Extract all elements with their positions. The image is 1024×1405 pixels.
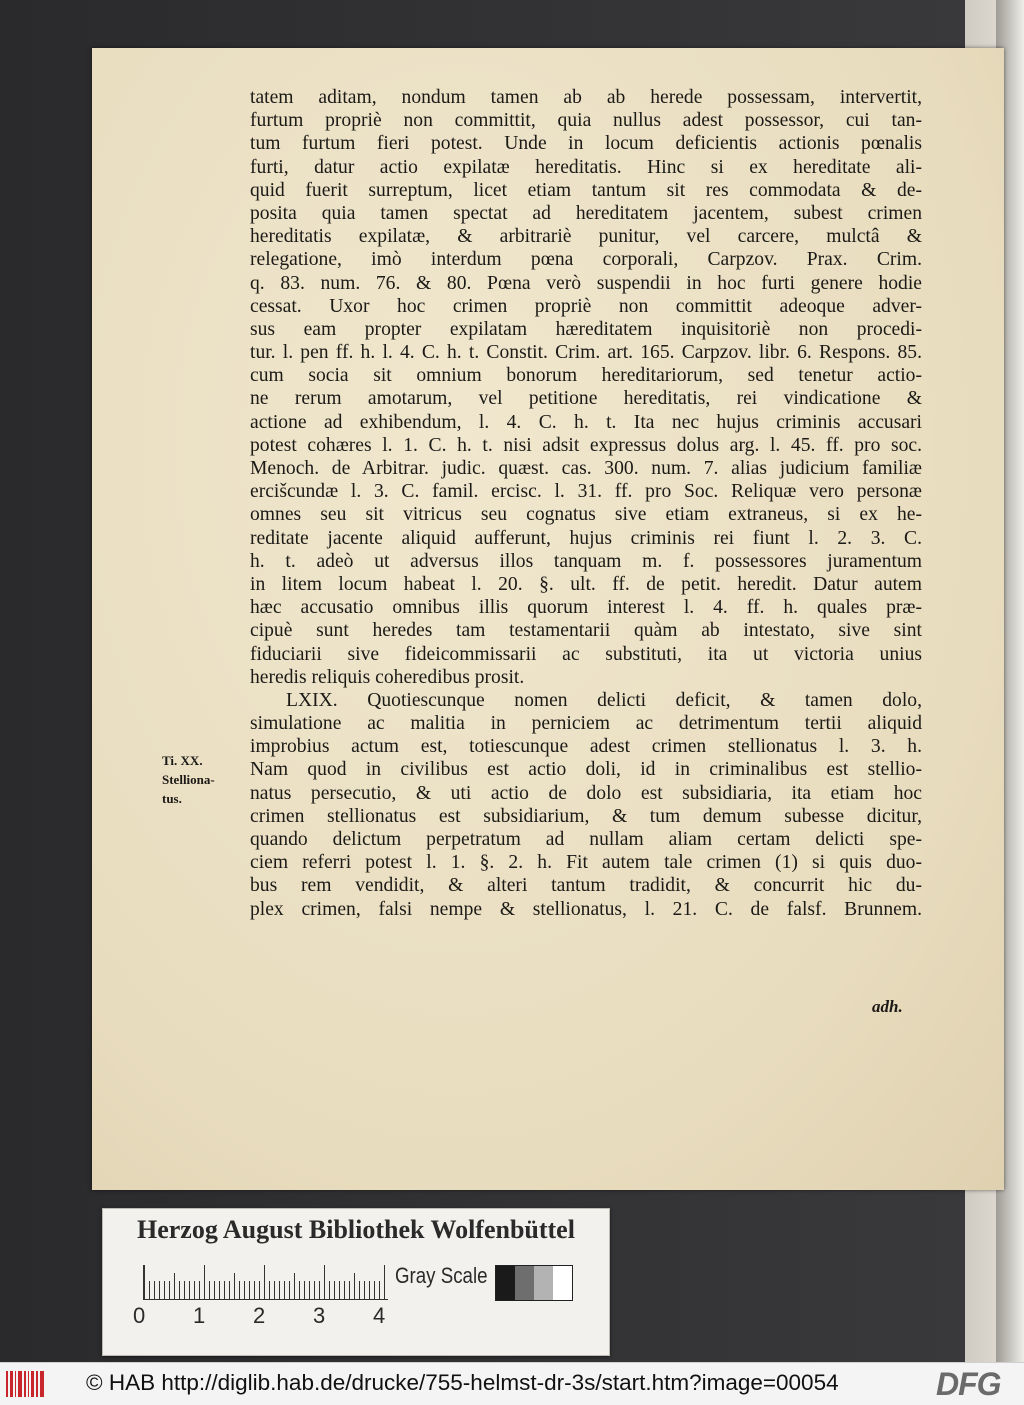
library-name: Herzog August Bibliothek Wolfenbüttel (137, 1215, 575, 1244)
text-line: omnes seu sit vitricus seu cognatus sive etiam extraneus, si ex he- (250, 504, 922, 526)
ruler-tick (264, 1265, 265, 1299)
ruler-tick (384, 1265, 385, 1299)
ruler-tick (194, 1281, 195, 1299)
ruler-tick (209, 1281, 210, 1299)
margin-note-line: Ti. XX. (162, 753, 203, 768)
ruler-number: 2 (253, 1303, 266, 1328)
gray-swatch (515, 1266, 534, 1300)
ruler-tick (144, 1265, 145, 1299)
ruler-numbers (133, 1303, 433, 1333)
ruler-tick (309, 1281, 310, 1299)
ruler-tick (169, 1281, 170, 1299)
text-line: crimen stellionatus est subsidiarium, & tum demum subesse dicitur, (250, 805, 922, 827)
text-line: hæc accusatio omnibus illis quorum interest l. 4. ff. h. quales præ- (250, 597, 922, 619)
text-line: ciem referri potest l. 1. §. 2. h. Fit autem tale crimen (1) si quis duo- (250, 852, 922, 874)
text-line: LXIX. Quotiescunque nomen delicti deficit, & tamen dolo, (286, 689, 922, 711)
ruler-tick (184, 1281, 185, 1299)
page-text (250, 86, 922, 921)
text-line: cum socia sit omnium bonorum hereditariorum, sed tenetur actio- (250, 365, 922, 387)
text-line: relegatione, imò interdum pœna corporali, Carpzov. Prax. Crim. (250, 249, 922, 271)
ruler-tick (294, 1273, 295, 1299)
gray-swatch (553, 1266, 572, 1300)
text-line: actione ad exhibendum, l. 4. C. h. t. Ita nec hujus criminis accusari (250, 411, 922, 433)
catchword: adh. (872, 997, 903, 1016)
text-line: sus eam propter expilatam hæreditatem inquisitoriè non procedi- (250, 318, 922, 340)
ruler-tick (164, 1281, 165, 1299)
text-line: q. 83. num. 76. & 80. Pœna verò suspendii in hoc furti genere hodie (250, 272, 922, 294)
text-line: quando delictum perpetratum ad nullam aliam certam delicti spe- (250, 829, 922, 850)
ruler-number: 3 (313, 1303, 326, 1328)
footer-bar (0, 1362, 1024, 1405)
ruler (143, 1265, 388, 1300)
text-line: furtum propriè non committit, quia nullus adest possessor, cui tan- (250, 110, 922, 132)
ruler-tick (319, 1281, 320, 1299)
ruler-tick (329, 1281, 330, 1299)
ruler-tick (149, 1281, 150, 1299)
ruler-tick (154, 1281, 155, 1299)
margin-note (162, 751, 244, 808)
text-line: heredis reliquis coheredibus prosit. (250, 666, 525, 688)
text-line: plex crimen, falsi nempe & stellionatus, l. 21. C. de falsf. Brunnem. (250, 898, 922, 920)
ruler-tick (314, 1281, 315, 1299)
text-line: improbius actum est, totiescunque adest crimen stellionatus l. 3. h. (250, 736, 922, 758)
text-line: ercišcundæ l. 3. C. famil. ercisc. l. 31. ff. pro Soc. Reliquæ vero personæ (250, 481, 922, 503)
ruler-tick (244, 1281, 245, 1299)
ruler-tick (189, 1281, 190, 1299)
ruler-tick (289, 1281, 290, 1299)
ruler-tick (269, 1281, 270, 1299)
ruler-tick (339, 1281, 340, 1299)
ruler-tick (349, 1281, 350, 1299)
ruler-tick (374, 1281, 375, 1299)
gray-scale-swatches (495, 1265, 573, 1301)
text-line: cessat. Uxor hoc crimen propriè non committit adeoque adver- (250, 295, 922, 317)
text-line: quid fuerit surreptum, licet etiam tantum sit res commodata & de- (250, 179, 922, 201)
text-line: tum furtum fieri potest. Unde in locum deficientis actionis pœnalis (250, 133, 922, 155)
margin-note-line: tus. (162, 791, 182, 806)
ruler-tick (219, 1281, 220, 1299)
ruler-tick (364, 1281, 365, 1299)
text-line: tur. l. pen ff. h. l. 4. C. h. t. Constit. Crim. art. 165. Carpzov. libr. 6. Respons. 85. (250, 342, 922, 364)
ruler-tick (254, 1281, 255, 1299)
text-line: cipuè sunt heredes tam testamentarii quàm ab intestato, sive sint (250, 620, 922, 642)
ruler-tick (304, 1281, 305, 1299)
ruler-number: 0 (133, 1303, 146, 1328)
ruler-tick (234, 1273, 235, 1299)
ruler-tick (174, 1273, 175, 1299)
text-line: in litem locum habeat l. 20. §. ult. ff. de petit. heredit. Datur autem (250, 573, 922, 595)
ruler-tick (284, 1281, 285, 1299)
ruler-tick (279, 1281, 280, 1299)
ruler-tick (354, 1273, 355, 1299)
text-line: simulatione ac malitia in perniciem ac detrimentum tertii aliquid (250, 713, 922, 735)
ruler-number: 1 (193, 1303, 206, 1328)
text-line: reditate jacente aliquid aufferunt, hujus criminis rei fiunt l. 2. 3. C. (250, 527, 922, 549)
text-line: Menoch. de Arbitrar. judic. quæst. cas. 300. num. 7. alias judicium familiæ (250, 458, 922, 479)
barcode-icon (6, 1371, 44, 1397)
text-line: tatem aditam, nondum tamen ab ab herede possessam, intervertit, (250, 87, 922, 108)
text-line: posita quia tamen spectat ad hereditatem jacentem, subest crimen (250, 202, 922, 224)
ruler-tick (239, 1281, 240, 1299)
dfg-logo: DFG (936, 1366, 1001, 1402)
ruler-tick (199, 1281, 200, 1299)
text-line: natus persecutio, & uti actio de dolo est subsidiaria, ita etiam hoc (250, 782, 922, 804)
ruler-tick (249, 1281, 250, 1299)
ruler-tick (359, 1281, 360, 1299)
gray-swatch (534, 1266, 553, 1300)
ruler-tick (229, 1281, 230, 1299)
text-line: furti, datur actio expilatæ hereditatis. Hinc si ex hereditate ali- (250, 156, 922, 178)
gray-swatch (496, 1266, 515, 1300)
text-line: hereditatis expilatæ, & arbitrariè punitur, vel carcere, mulctâ & (250, 226, 922, 248)
ruler-tick (214, 1281, 215, 1299)
text-line: fiduciarii sive fideicommissarii ac substituti, ita ut victoria unius (250, 643, 922, 665)
text-line: bus rem vendidit, & alteri tantum tradidit, & concurrit hic du- (250, 875, 922, 897)
ruler-tick (344, 1281, 345, 1299)
ruler-tick (274, 1281, 275, 1299)
ruler-tick (204, 1265, 205, 1299)
text-line: ne rerum amotarum, vel petitione hereditatis, rei vindicatione & (250, 388, 922, 410)
ruler-tick (379, 1281, 380, 1299)
ruler-tick (224, 1281, 225, 1299)
ruler-number: 4 (373, 1303, 386, 1328)
source-url[interactable]: © HAB http://diglib.hab.de/drucke/755-helmst-dr-3s/start.htm?image=00054 (86, 1370, 839, 1395)
margin-note-line: Stelliona- (162, 772, 215, 787)
ruler-tick (324, 1265, 325, 1299)
ruler-tick (179, 1281, 180, 1299)
ruler-tick (259, 1281, 260, 1299)
ruler-tick (369, 1281, 370, 1299)
ruler-tick (334, 1281, 335, 1299)
ruler-tick (159, 1281, 160, 1299)
text-line: h. t. adeò ut adversus illos tanquam m. f. possessores juramentum (250, 550, 922, 572)
gray-scale-label: Gray Scale (395, 1263, 488, 1288)
text-line: Nam quod in civilibus est actio doli, id in criminalibus est stellio- (250, 759, 922, 781)
ruler-tick (299, 1281, 300, 1299)
color-scale-card (102, 1208, 610, 1356)
text-line: potest cohæres l. 1. C. h. t. nisi adsit expressus dolus arg. l. 45. ff. pro soc. (250, 434, 922, 456)
